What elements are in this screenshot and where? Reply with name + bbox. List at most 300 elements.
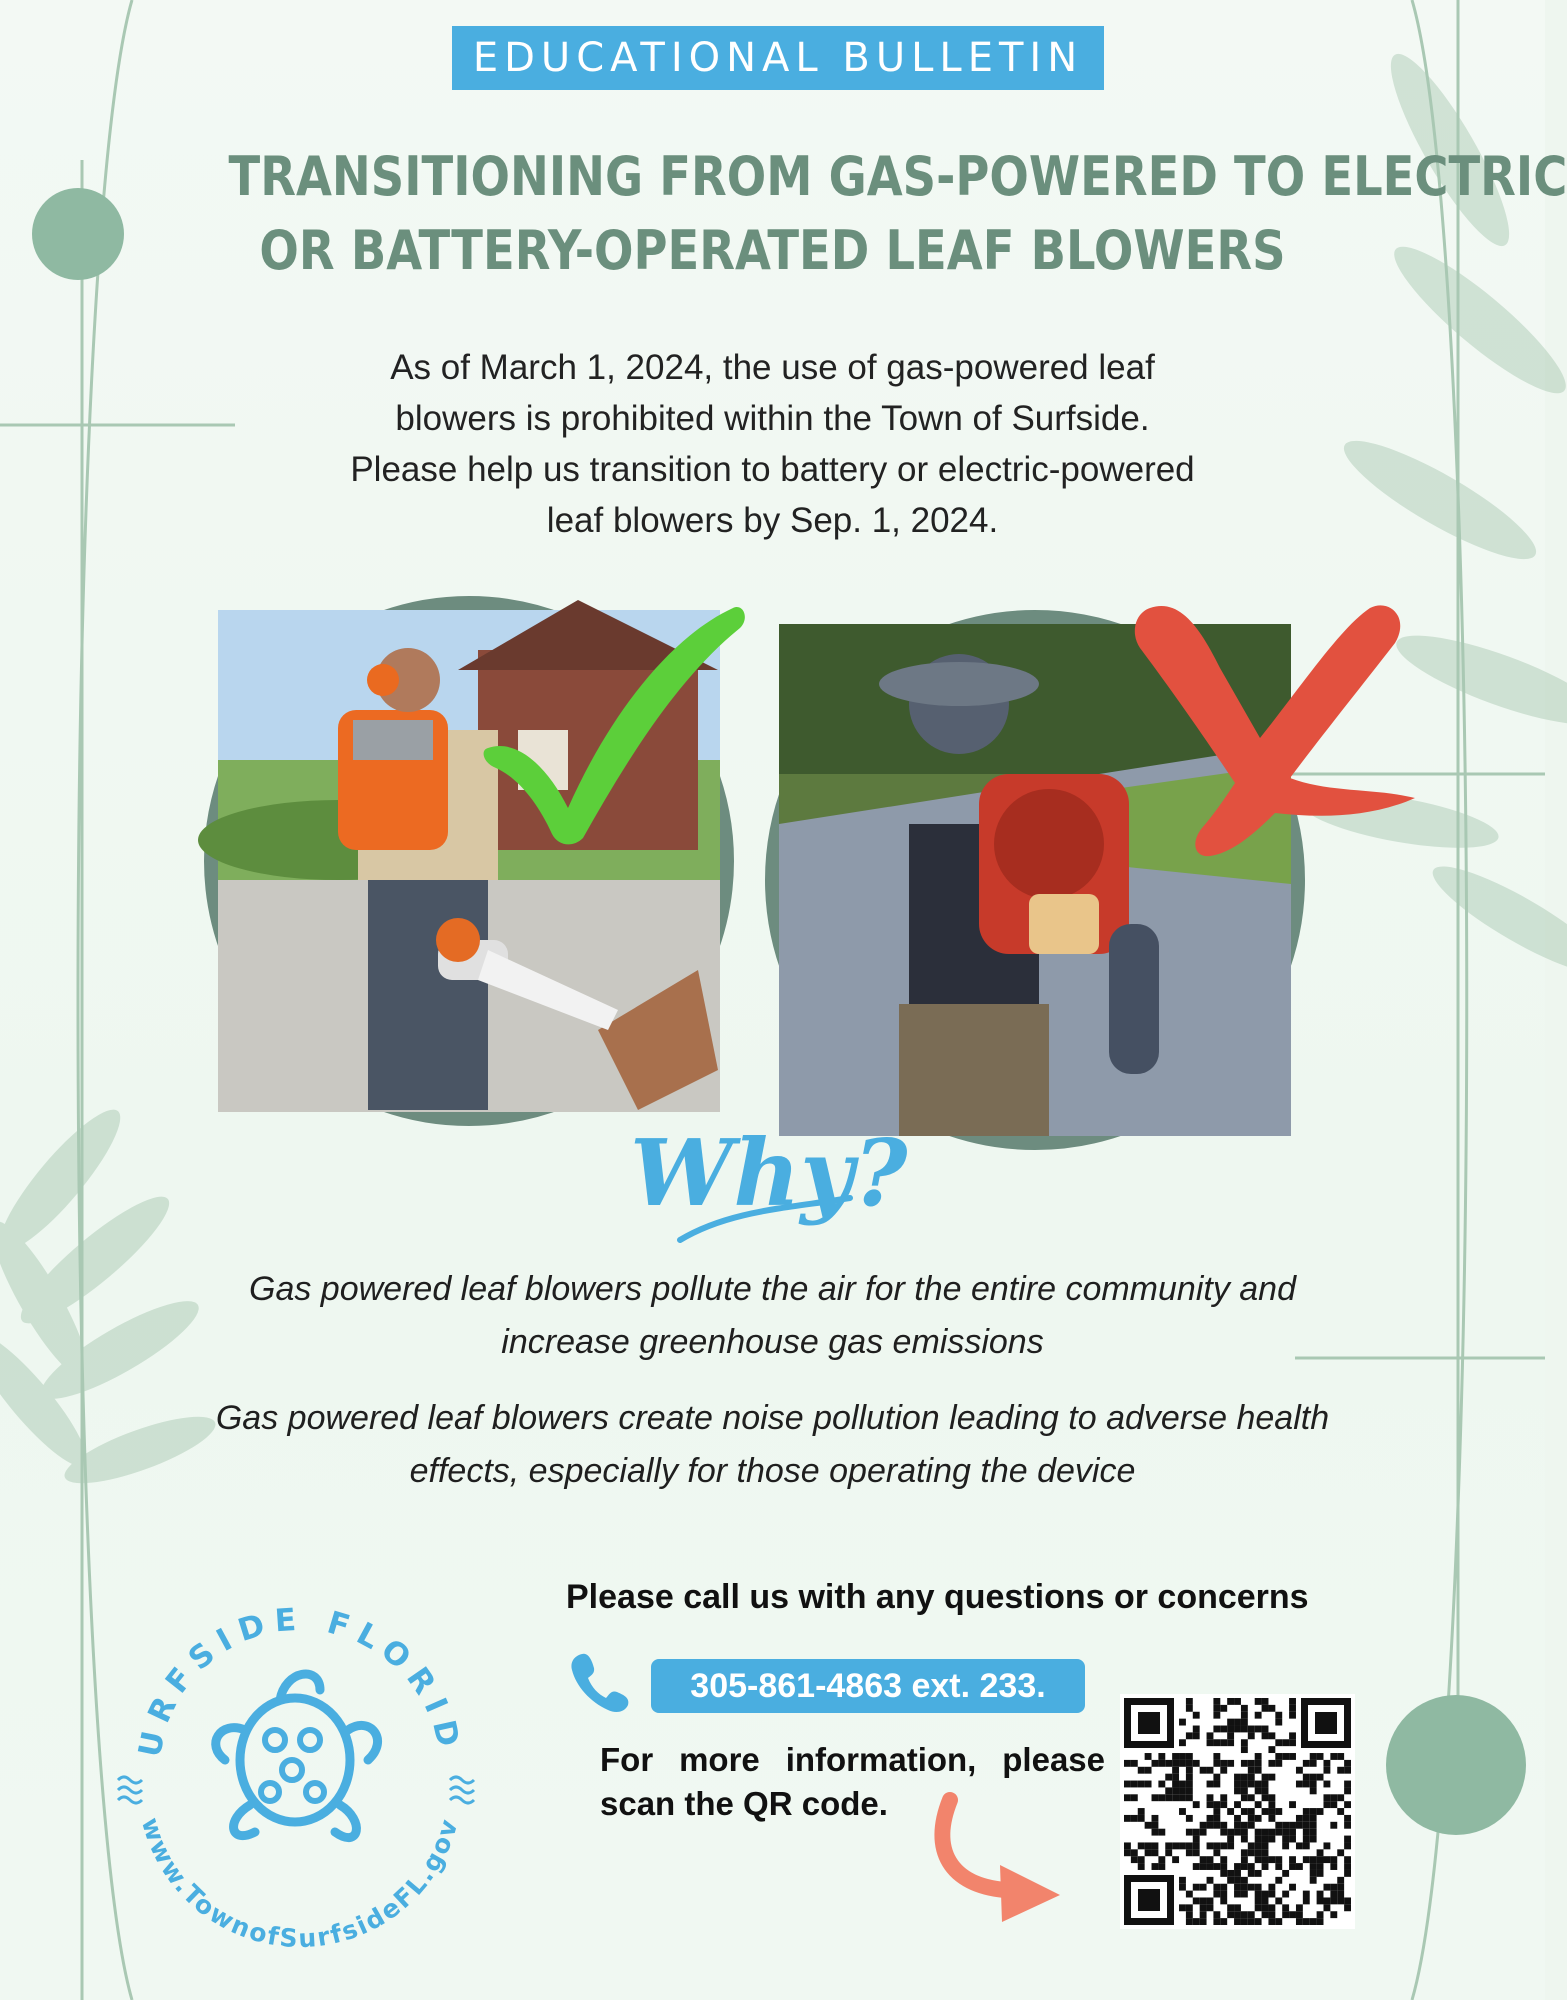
qr-module	[1186, 1891, 1193, 1898]
qr-module	[1337, 1794, 1344, 1801]
qr-module	[1131, 1856, 1138, 1863]
qr-module	[1289, 1836, 1296, 1843]
qr-module	[1227, 1739, 1234, 1746]
qr-module	[1179, 1794, 1186, 1801]
qr-module	[1268, 1891, 1275, 1898]
qr-module	[1145, 1822, 1152, 1829]
qr-module	[1275, 1822, 1282, 1829]
qr-module	[1227, 1842, 1234, 1849]
qr-module	[1234, 1884, 1241, 1891]
qr-module	[1296, 1918, 1303, 1925]
qr-module	[1282, 1753, 1289, 1760]
qr-module	[1186, 1815, 1193, 1822]
qr-module	[1262, 1781, 1269, 1788]
qr-module	[1262, 1829, 1269, 1836]
qr-module	[1289, 1698, 1296, 1705]
qr-module	[1200, 1863, 1207, 1870]
qr-module	[1193, 1836, 1200, 1843]
qr-module	[1138, 1856, 1145, 1863]
qr-module	[1165, 1787, 1172, 1794]
qr-module	[1172, 1856, 1179, 1863]
qr-module	[1207, 1794, 1214, 1801]
qr-module	[1255, 1918, 1262, 1925]
qr-module	[1193, 1712, 1200, 1719]
qr-module	[1152, 1822, 1159, 1829]
qr-module	[1145, 1842, 1152, 1849]
qr-module	[1262, 1836, 1269, 1843]
qr-module	[1323, 1884, 1330, 1891]
qr-module	[1241, 1849, 1248, 1856]
qr-module	[1344, 1856, 1351, 1863]
why-heading	[620, 1090, 908, 1250]
qr-module	[1179, 1904, 1186, 1911]
qr-code-pattern	[1120, 1694, 1355, 1929]
qr-module	[1296, 1822, 1303, 1829]
qr-module	[1241, 1856, 1248, 1863]
qr-module	[1255, 1842, 1262, 1849]
qr-module	[1262, 1732, 1269, 1739]
qr-module	[1220, 1801, 1227, 1808]
qr-module	[1234, 1918, 1241, 1925]
qr-module	[1296, 1863, 1303, 1870]
qr-module	[1323, 1794, 1330, 1801]
qr-module	[1207, 1877, 1214, 1884]
qr-module	[1248, 1863, 1255, 1870]
qr-module	[1241, 1863, 1248, 1870]
qr-module	[1275, 1829, 1282, 1836]
qr-module	[1213, 1911, 1220, 1918]
qr-module	[1337, 1808, 1344, 1815]
qr-module	[1310, 1863, 1317, 1870]
qr-module	[1172, 1794, 1179, 1801]
qr-module	[1207, 1767, 1214, 1774]
qr-module	[1268, 1918, 1275, 1925]
qr-module	[1268, 1794, 1275, 1801]
qr-module	[1289, 1739, 1296, 1746]
qr-module	[1289, 1856, 1296, 1863]
qr-module	[1344, 1870, 1351, 1877]
qr-module	[1241, 1794, 1248, 1801]
qr-module	[1337, 1884, 1344, 1891]
qr-module	[1152, 1849, 1159, 1856]
qr-module	[1152, 1829, 1159, 1836]
qr-module	[1124, 1760, 1131, 1767]
qr-module	[1193, 1849, 1200, 1856]
qr-module	[1262, 1842, 1269, 1849]
qr-module	[1296, 1781, 1303, 1788]
svg-text:SURFSIDE FLORIDA	[110, 1570, 468, 1760]
qr-module	[1323, 1801, 1330, 1808]
qr-module	[1296, 1842, 1303, 1849]
qr-module	[1310, 1918, 1317, 1925]
qr-module	[1268, 1801, 1275, 1808]
qr-module	[1207, 1856, 1214, 1863]
qr-module	[1207, 1904, 1214, 1911]
qr-module	[1337, 1753, 1344, 1760]
qr-module	[1234, 1877, 1241, 1884]
qr-module	[1255, 1904, 1262, 1911]
qr-module	[1124, 1781, 1131, 1788]
qr-module	[1344, 1904, 1351, 1911]
qr-module	[1234, 1829, 1241, 1836]
reason-1-line-2: increase greenhouse gas emissions	[501, 1323, 1044, 1361]
qr-module	[1213, 1884, 1220, 1891]
qr-module	[1330, 1911, 1337, 1918]
qr-module	[1248, 1808, 1255, 1815]
qr-module	[1323, 1856, 1330, 1863]
reason-noise-pollution	[150, 1392, 1395, 1498]
qr-module	[1275, 1739, 1282, 1746]
qr-module	[1303, 1760, 1310, 1767]
qr-module	[1172, 1787, 1179, 1794]
qr-module	[1248, 1794, 1255, 1801]
qr-module	[1330, 1794, 1337, 1801]
qr-module	[1289, 1801, 1296, 1808]
qr-module	[1268, 1760, 1275, 1767]
curved-arrow-icon	[930, 1790, 1070, 1930]
qr-module	[1234, 1891, 1241, 1898]
qr-module	[1344, 1822, 1351, 1829]
qr-module	[1255, 1891, 1262, 1898]
qr-module	[1213, 1781, 1220, 1788]
qr-module	[1337, 1897, 1344, 1904]
qr-module	[1220, 1897, 1227, 1904]
qr-module	[1323, 1767, 1330, 1774]
qr-module	[1193, 1918, 1200, 1925]
qr-module	[1248, 1815, 1255, 1822]
qr-module	[1234, 1698, 1241, 1705]
qr-module	[1337, 1767, 1344, 1774]
qr-module	[1207, 1815, 1214, 1822]
qr-module	[1317, 1856, 1324, 1863]
qr-module	[1337, 1849, 1344, 1856]
phone-number[interactable]: 305-861-4863 ext. 233.	[651, 1659, 1085, 1713]
qr-module	[1241, 1877, 1248, 1884]
qr-module	[1234, 1870, 1241, 1877]
qr-module	[1241, 1739, 1248, 1746]
qr-module	[1220, 1863, 1227, 1870]
qr-module	[1255, 1698, 1262, 1705]
qr-module	[1255, 1726, 1262, 1733]
qr-module	[1310, 1877, 1317, 1884]
logo-ring-text-bottom: www.TownofSurfsideFL.gov	[135, 1814, 464, 1950]
qr-module	[1145, 1753, 1152, 1760]
call-us-text: Please call us with any questions or concerns	[566, 1578, 1309, 1616]
qr-module	[1337, 1877, 1344, 1884]
qr-module	[1262, 1774, 1269, 1781]
qr-module	[1248, 1911, 1255, 1918]
qr-module	[1234, 1801, 1241, 1808]
qr-module	[1344, 1767, 1351, 1774]
qr-module	[1330, 1822, 1337, 1829]
qr-module	[1275, 1856, 1282, 1863]
qr-module	[1344, 1801, 1351, 1808]
qr-module	[1317, 1897, 1324, 1904]
qr-module	[1323, 1904, 1330, 1911]
qr-module	[1179, 1842, 1186, 1849]
reason-2-line-1: Gas powered leaf blowers create noise pollution leading to adverse health	[215, 1399, 1330, 1437]
qr-module	[1310, 1781, 1317, 1788]
qr-module	[1207, 1842, 1214, 1849]
qr-module	[1268, 1884, 1275, 1891]
qr-module	[1186, 1911, 1193, 1918]
qr-module	[1282, 1822, 1289, 1829]
qr-module	[1303, 1891, 1310, 1898]
qr-module	[1344, 1787, 1351, 1794]
qr-module	[1158, 1794, 1165, 1801]
educational-bulletin-banner: EDUCATIONAL BULLETIN	[452, 26, 1104, 90]
qr-module	[1207, 1801, 1214, 1808]
qr-module	[1186, 1794, 1193, 1801]
qr-module	[1186, 1705, 1193, 1712]
qr-module	[1310, 1856, 1317, 1863]
qr-module	[1200, 1911, 1207, 1918]
why-heading-text: Why?	[630, 1119, 908, 1227]
qr-module	[1303, 1781, 1310, 1788]
qr-module	[1337, 1891, 1344, 1898]
qr-module	[1179, 1753, 1186, 1760]
qr-module	[1255, 1767, 1262, 1774]
qr-module	[1234, 1815, 1241, 1822]
qr-module	[1200, 1904, 1207, 1911]
qr-module	[1268, 1774, 1275, 1781]
check-mark-icon	[478, 598, 750, 848]
qr-module	[1248, 1732, 1255, 1739]
qr-module	[1262, 1911, 1269, 1918]
qr-module	[1248, 1781, 1255, 1788]
qr-module	[1186, 1842, 1193, 1849]
qr-module	[1220, 1822, 1227, 1829]
qr-module	[1213, 1815, 1220, 1822]
qr-module	[1241, 1822, 1248, 1829]
qr-module	[1317, 1870, 1324, 1877]
qr-module	[1213, 1739, 1220, 1746]
intro-line-3: Please help us transition to battery or electric-powered	[350, 450, 1195, 489]
qr-module	[1282, 1842, 1289, 1849]
qr-module	[1241, 1705, 1248, 1712]
qr-module	[1255, 1897, 1262, 1904]
qr-module	[1241, 1781, 1248, 1788]
qr-module	[1289, 1911, 1296, 1918]
qr-module	[1303, 1842, 1310, 1849]
qr-module	[1172, 1774, 1179, 1781]
qr-module	[1282, 1904, 1289, 1911]
qr-module	[1344, 1781, 1351, 1788]
reason-air-pollution	[150, 1263, 1395, 1369]
qr-module	[1310, 1815, 1317, 1822]
qr-module	[1213, 1808, 1220, 1815]
qr-module	[1344, 1897, 1351, 1904]
qr-module	[1213, 1774, 1220, 1781]
qr-module	[1255, 1781, 1262, 1788]
qr-module	[1323, 1760, 1330, 1767]
qr-module	[1207, 1781, 1214, 1788]
qr-module	[1234, 1911, 1241, 1918]
qr-module	[1262, 1705, 1269, 1712]
qr-module	[1282, 1891, 1289, 1898]
qr-module	[1193, 1829, 1200, 1836]
qr-module	[1268, 1904, 1275, 1911]
qr-module	[1179, 1719, 1186, 1726]
qr-module	[1330, 1801, 1337, 1808]
qr-module	[1344, 1815, 1351, 1822]
qr-module	[1227, 1836, 1234, 1843]
intro-line-2: blowers is prohibited within the Town of Surfside.	[395, 399, 1150, 438]
intro-line-1: As of March 1, 2024, the use of gas-powered leaf	[390, 348, 1155, 387]
qr-module	[1248, 1726, 1255, 1733]
qr-module	[1330, 1884, 1337, 1891]
qr-module	[1289, 1822, 1296, 1829]
qr-module	[1255, 1856, 1262, 1863]
qr-module	[1289, 1712, 1296, 1719]
qr-module	[1220, 1884, 1227, 1891]
qr-module	[1317, 1918, 1324, 1925]
qr-module	[1303, 1856, 1310, 1863]
turtle-icon	[216, 1674, 378, 1838]
qr-module	[1172, 1760, 1179, 1767]
qr-module	[1234, 1726, 1241, 1733]
qr-module	[1282, 1836, 1289, 1843]
qr-module	[1241, 1891, 1248, 1898]
qr-module	[1131, 1794, 1138, 1801]
qr-module	[1152, 1863, 1159, 1870]
qr-module	[1255, 1760, 1262, 1767]
qr-module	[1255, 1849, 1262, 1856]
qr-module	[1241, 1787, 1248, 1794]
qr-module	[1310, 1870, 1317, 1877]
qr-module	[1213, 1705, 1220, 1712]
qr-module	[1200, 1856, 1207, 1863]
qr-module	[1138, 1781, 1145, 1788]
qr-module	[1248, 1760, 1255, 1767]
qr-module	[1200, 1884, 1207, 1891]
qr-module	[1213, 1726, 1220, 1733]
qr-module	[1138, 1808, 1145, 1815]
surfside-florida-logo	[110, 1570, 490, 1950]
qr-module	[1227, 1726, 1234, 1733]
qr-module	[1186, 1781, 1193, 1788]
qr-module	[1275, 1877, 1282, 1884]
qr-module	[1193, 1760, 1200, 1767]
qr-module	[1179, 1760, 1186, 1767]
qr-module	[1200, 1822, 1207, 1829]
qr-module	[1179, 1877, 1186, 1884]
qr-module	[1220, 1794, 1227, 1801]
qr-module	[1227, 1911, 1234, 1918]
qr-module	[1330, 1856, 1337, 1863]
qr-module	[1172, 1781, 1179, 1788]
qr-module	[1303, 1897, 1310, 1904]
qr-module	[1200, 1897, 1207, 1904]
qr-module	[1241, 1918, 1248, 1925]
qr-module	[1344, 1760, 1351, 1767]
qr-module	[1310, 1787, 1317, 1794]
qr-module	[1241, 1911, 1248, 1918]
qr-module	[1213, 1822, 1220, 1829]
qr-module	[1207, 1822, 1214, 1829]
qr-module	[1220, 1918, 1227, 1925]
qr-module	[1220, 1829, 1227, 1836]
qr-module	[1310, 1829, 1317, 1836]
qr-module	[1275, 1808, 1282, 1815]
qr-module	[1317, 1891, 1324, 1898]
qr-module	[1268, 1808, 1275, 1815]
qr-module	[1248, 1884, 1255, 1891]
qr-module	[1317, 1911, 1324, 1918]
qr-module	[1289, 1732, 1296, 1739]
qr-module	[1220, 1842, 1227, 1849]
qr-module	[1213, 1918, 1220, 1925]
qr-module	[1165, 1842, 1172, 1849]
qr-module	[1220, 1760, 1227, 1767]
qr-module	[1255, 1884, 1262, 1891]
qr-module	[1234, 1822, 1241, 1829]
qr-module	[1131, 1760, 1138, 1767]
qr-module	[1186, 1760, 1193, 1767]
qr-module	[1227, 1904, 1234, 1911]
qr-module	[1296, 1767, 1303, 1774]
qr-module	[1303, 1815, 1310, 1822]
page-title	[228, 140, 1567, 288]
qr-module	[1310, 1808, 1317, 1815]
qr-module	[1227, 1870, 1234, 1877]
qr-module	[1207, 1732, 1214, 1739]
qr-module	[1275, 1760, 1282, 1767]
qr-module	[1289, 1884, 1296, 1891]
qr-module	[1282, 1739, 1289, 1746]
qr-module	[1179, 1884, 1186, 1891]
qr-module	[1193, 1884, 1200, 1891]
qr-module	[1289, 1753, 1296, 1760]
qr-module	[1303, 1829, 1310, 1836]
qr-module	[1213, 1849, 1220, 1856]
qr-module	[1213, 1760, 1220, 1767]
reason-1-line-1: Gas powered leaf blowers pollute the air for the entire community and	[249, 1270, 1296, 1308]
qr-module	[1138, 1815, 1145, 1822]
qr-module	[1186, 1753, 1193, 1760]
qr-module	[1282, 1911, 1289, 1918]
qr-module	[1268, 1829, 1275, 1836]
phone-icon	[568, 1650, 630, 1714]
qr-module	[1275, 1753, 1282, 1760]
qr-module	[1227, 1808, 1234, 1815]
qr-code[interactable]	[1120, 1694, 1355, 1929]
intro-line-4: leaf blowers by Sep. 1, 2024.	[546, 501, 999, 540]
qr-module	[1193, 1801, 1200, 1808]
qr-module	[1227, 1877, 1234, 1884]
qr-module	[1213, 1698, 1220, 1705]
qr-module	[1200, 1918, 1207, 1925]
qr-module	[1172, 1842, 1179, 1849]
qr-module	[1186, 1829, 1193, 1836]
qr-module	[1268, 1732, 1275, 1739]
qr-module	[1296, 1904, 1303, 1911]
qr-module	[1275, 1712, 1282, 1719]
qr-module	[1172, 1767, 1179, 1774]
qr-module	[1255, 1753, 1262, 1760]
qr-module	[1296, 1911, 1303, 1918]
qr-module	[1234, 1904, 1241, 1911]
qr-module	[1289, 1863, 1296, 1870]
qr-module	[1262, 1904, 1269, 1911]
qr-module	[1186, 1767, 1193, 1774]
qr-module	[1220, 1739, 1227, 1746]
title-line-2: OR BATTERY-OPERATED LEAF BLOWERS	[259, 219, 1286, 282]
qr-module	[1262, 1849, 1269, 1856]
qr-module	[1262, 1787, 1269, 1794]
qr-module	[1310, 1753, 1317, 1760]
qr-module	[1262, 1794, 1269, 1801]
